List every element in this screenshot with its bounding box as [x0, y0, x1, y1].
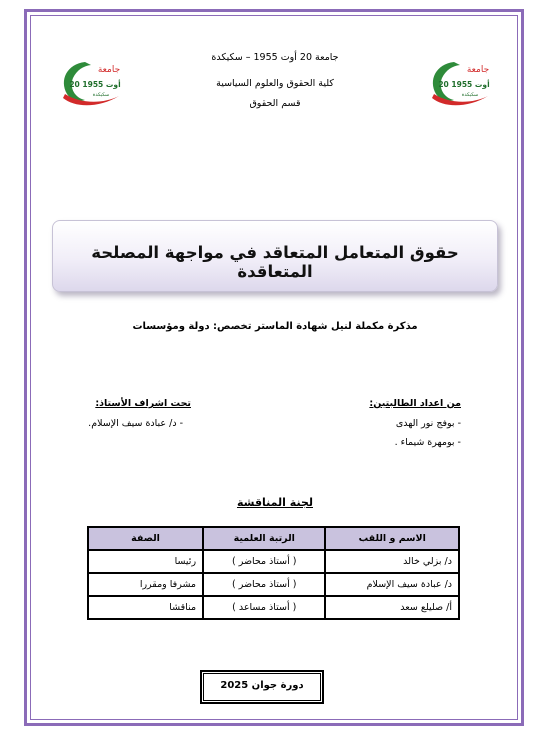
- member-rank: ( أستاذ محاضر ): [203, 550, 325, 573]
- student-name: - بوفج نور الهدى: [395, 418, 461, 429]
- column-header: الرتبة العلمية: [203, 527, 325, 550]
- logo-city-text: سكيكدة: [92, 92, 110, 98]
- member-role: رئيسا: [88, 550, 203, 573]
- member-name: د/ بزلي خالد: [325, 550, 459, 573]
- table-header-row: [88, 527, 459, 550]
- member-role: مشرفا ومقررا: [88, 573, 203, 596]
- university-logo-right: [424, 58, 496, 110]
- thesis-title: حقوق المتعامل المتعاقد في مواجهة المصلحة المتعاقدة: [91, 243, 459, 281]
- table-row: [88, 550, 459, 573]
- column-header: الاسم و اللقب: [325, 527, 459, 550]
- logo-city-text: سكيكدة: [461, 92, 479, 98]
- supervisor-label: تحت اشراف الأستاذ:: [95, 398, 191, 409]
- faculty-name: كلية الحقوق والعلوم السياسية: [216, 78, 334, 89]
- column-header: الصفة: [88, 527, 203, 550]
- member-name: د/ عبادة سيف الإسلام: [325, 573, 459, 596]
- logo-date-text: 20 أوت 1955: [438, 80, 490, 89]
- thesis-subtitle: مذكرة مكملة لنيل شهادة الماستر تخصص: دولة ومؤسسات: [132, 321, 418, 332]
- logo-script-text: جامعة: [97, 65, 121, 75]
- table-row: [88, 596, 459, 619]
- logo-date-text: 20 أوت 1955: [69, 80, 121, 89]
- member-name: أ/ صليلع سعد: [325, 596, 459, 619]
- committee-title: لجنة المناقشة: [236, 496, 313, 509]
- university-name: جامعة 20 أوت 1955 – سكيكدة: [211, 52, 339, 63]
- table-row: [88, 573, 459, 596]
- university-logo-left: [55, 58, 127, 110]
- member-rank: ( أستاذ مساعد ): [203, 596, 325, 619]
- student-name: - بومهرة شيماء .: [394, 437, 461, 448]
- department-name: قسم الحقوق: [249, 98, 301, 109]
- session-label: دورة جوان 2025: [220, 680, 304, 691]
- supervisor-name: - د/ عبادة سيف الإسلام.: [88, 418, 183, 429]
- students-label: من اعداد الطالبتين:: [369, 398, 461, 409]
- committee-table: [87, 526, 460, 620]
- member-role: مناقشا: [88, 596, 203, 619]
- member-rank: ( أستاذ محاضر ): [203, 573, 325, 596]
- logo-script-text: جامعة: [466, 65, 490, 75]
